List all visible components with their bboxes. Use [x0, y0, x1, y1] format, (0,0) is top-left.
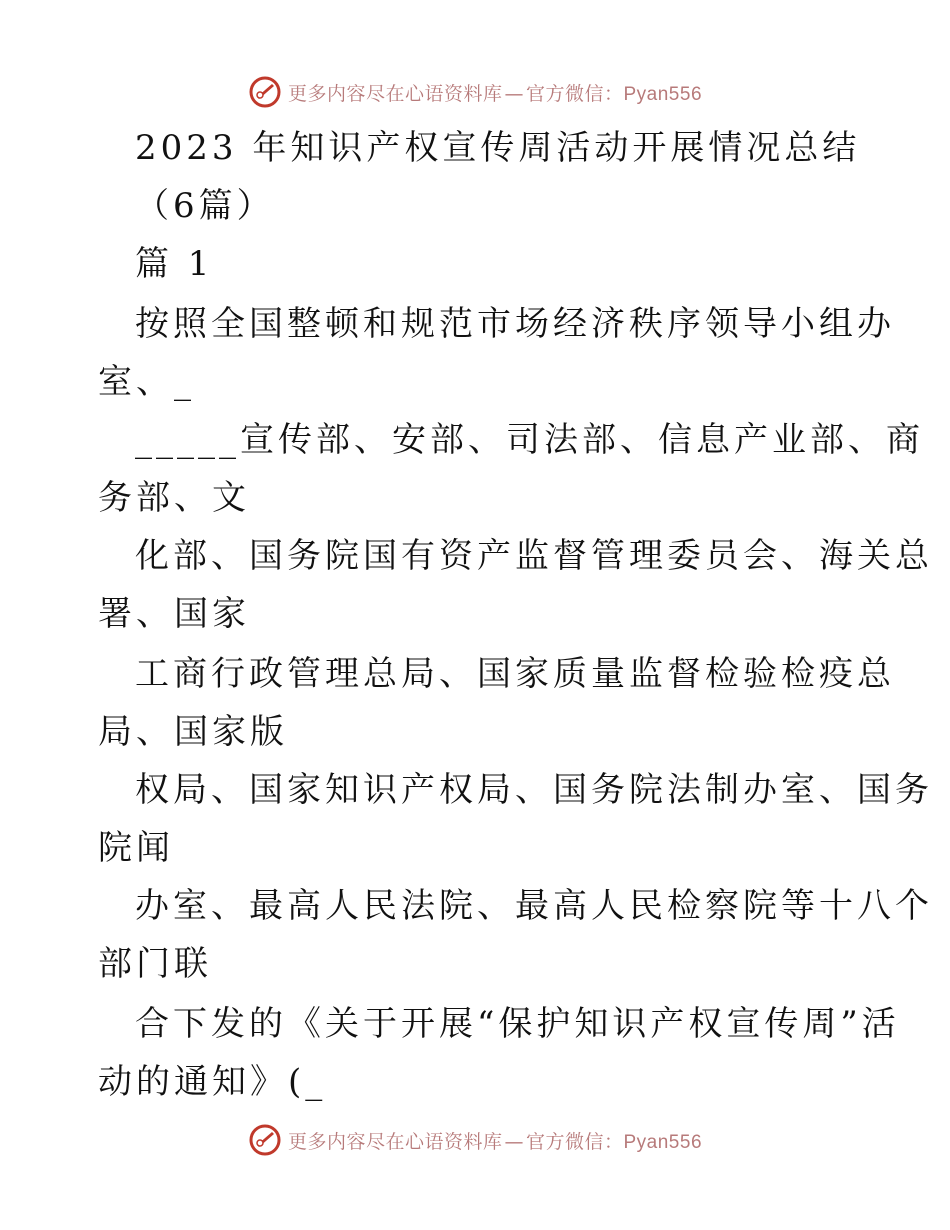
- paragraph-line: 局、国家版: [98, 712, 288, 752]
- paragraph-line: _____宣传部、安部、司法部、信息产业部、商: [135, 420, 924, 460]
- brand-logo-icon: [248, 1123, 282, 1157]
- paragraph-line: 办室、最高人民法院、最高人民检察院等十八个: [135, 886, 933, 926]
- paragraph-line: 按照全国整顿和规范市场经济秩序领导小组办: [135, 304, 895, 344]
- paragraph-line: 工商行政管理总局、国家质量监督检验检疫总: [135, 654, 895, 694]
- paragraph-line: 务部、文: [98, 478, 250, 518]
- paragraph-line: 署、国家: [98, 594, 250, 634]
- paragraph-line: 院闻: [98, 828, 174, 868]
- paragraph-line: 权局、国家知识产权局、国务院法制办室、国务: [135, 770, 933, 810]
- paragraph-line: 动的通知》(_: [98, 1062, 327, 1102]
- section-heading: 篇 1: [135, 244, 214, 284]
- paragraph-line: 合下发的《关于开展“保护知识产权宣传周”活: [135, 1004, 900, 1044]
- watermark-text: 更多内容尽在心语资料库 — 官方微信：Pyan556: [287, 1130, 703, 1153]
- paragraph-line: 化部、国务院国有资产监督管理委员会、海关总: [135, 536, 933, 576]
- document-title: 2023 年知识产权宣传周活动开展情况总结: [135, 128, 861, 168]
- watermark-footer: [0, 1120, 950, 1160]
- paragraph-line: 室、_: [98, 362, 195, 402]
- paragraph-line: 部门联: [98, 944, 212, 984]
- watermark-text: 更多内容尽在心语资料库 — 官方微信：Pyan556: [287, 82, 703, 105]
- document-title-count: （6篇）: [135, 186, 275, 226]
